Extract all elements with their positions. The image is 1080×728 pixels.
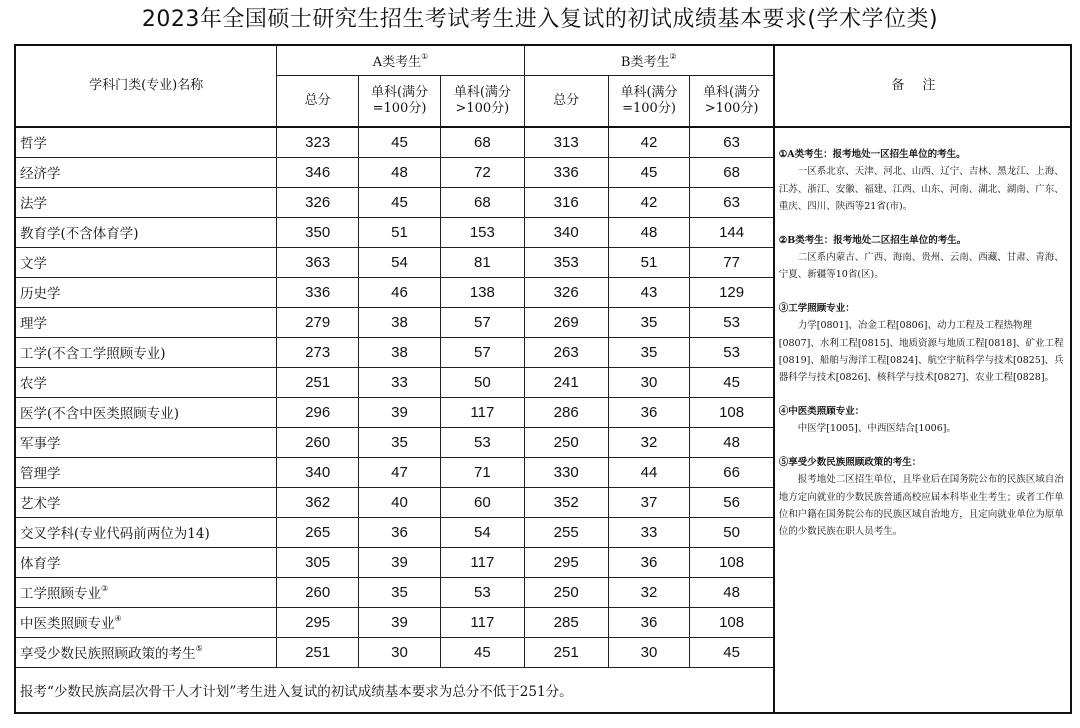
score-cell-b-s100: 32 bbox=[608, 427, 690, 457]
b-single-over100-header: 单科(满分>100分) bbox=[690, 75, 774, 127]
footnote: 报考“少数民族高层次骨干人才计划”考生进入复试的初试成绩基本要求为总分不低于251分。 bbox=[15, 667, 774, 713]
score-cell-a-sover: 153 bbox=[440, 217, 524, 247]
discipline-name: 法学 bbox=[15, 187, 277, 217]
score-cell-b-total: 326 bbox=[524, 277, 608, 307]
score-cell-b-total: 353 bbox=[524, 247, 608, 277]
score-cell-b-sover: 108 bbox=[690, 607, 774, 637]
remark-item bbox=[779, 300, 1066, 387]
discipline-name: 文学 bbox=[15, 247, 277, 277]
score-cell-a-total: 279 bbox=[277, 307, 359, 337]
score-cell-b-total: 316 bbox=[524, 187, 608, 217]
score-cell-b-s100: 35 bbox=[608, 307, 690, 337]
score-cell-a-total: 251 bbox=[277, 637, 359, 667]
score-cell-a-total: 260 bbox=[277, 427, 359, 457]
score-table-frame bbox=[14, 44, 1072, 724]
discipline-name: 交叉学科(专业代码前两位为14) bbox=[15, 517, 277, 547]
score-cell-a-total: 326 bbox=[277, 187, 359, 217]
score-cell-a-sover: 68 bbox=[440, 127, 524, 157]
score-cell-a-s100: 51 bbox=[359, 217, 441, 247]
score-cell-a-total: 251 bbox=[277, 367, 359, 397]
score-cell-a-s100: 46 bbox=[359, 277, 441, 307]
discipline-name: 医学(不含中医类照顾专业) bbox=[15, 397, 277, 427]
score-cell-b-total: 250 bbox=[524, 427, 608, 457]
discipline-header: 学科门类(专业)名称 bbox=[15, 45, 277, 127]
score-cell-a-s100: 39 bbox=[359, 607, 441, 637]
score-cell-a-sover: 50 bbox=[440, 367, 524, 397]
score-cell-b-total: 336 bbox=[524, 157, 608, 187]
remark-title: ④中医类照顾专业： bbox=[778, 405, 865, 417]
remark-item bbox=[779, 146, 1066, 216]
score-cell-a-sover: 138 bbox=[440, 277, 524, 307]
score-cell-a-total: 363 bbox=[277, 247, 359, 277]
score-cell-a-sover: 71 bbox=[440, 457, 524, 487]
score-cell-b-s100: 30 bbox=[608, 367, 690, 397]
score-cell-b-sover: 108 bbox=[690, 397, 774, 427]
remark-body: 一区系北京、天津、河北、山西、辽宁、吉林、黑龙江、上海、江苏、浙江、安徽、福建、江西、山东、河南、湖北、湖南、广东、重庆、四川、陕西等21省(市)。 bbox=[778, 166, 1064, 213]
remark-body: 中医学[1005]、中西医结合[1006]。 bbox=[797, 423, 956, 435]
score-cell-b-sover: 53 bbox=[690, 307, 774, 337]
score-cell-a-total: 305 bbox=[277, 547, 359, 577]
score-cell-b-s100: 51 bbox=[608, 247, 690, 277]
score-cell-a-sover: 68 bbox=[440, 187, 524, 217]
score-cell-a-sover: 117 bbox=[440, 547, 524, 577]
score-cell-a-sover: 53 bbox=[440, 427, 524, 457]
a-single-over100-header: 单科(满分>100分) bbox=[440, 75, 524, 127]
score-cell-a-sover: 57 bbox=[440, 337, 524, 367]
remark-item bbox=[779, 403, 1066, 438]
b-total-header: 总分 bbox=[524, 75, 608, 127]
score-cell-a-sover: 53 bbox=[440, 577, 524, 607]
group-b-header: B类考生② bbox=[524, 45, 773, 75]
score-cell-a-s100: 47 bbox=[359, 457, 441, 487]
score-cell-a-sover: 54 bbox=[440, 517, 524, 547]
score-cell-a-s100: 39 bbox=[359, 547, 441, 577]
discipline-name: 经济学 bbox=[15, 157, 277, 187]
score-cell-a-sover: 117 bbox=[440, 607, 524, 637]
score-cell-a-sover: 60 bbox=[440, 487, 524, 517]
remarks-cell bbox=[774, 127, 1071, 713]
a-single-100-header: 单科(满分=100分) bbox=[359, 75, 441, 127]
score-cell-b-sover: 68 bbox=[690, 157, 774, 187]
score-cell-a-s100: 35 bbox=[359, 427, 441, 457]
score-cell-b-sover: 50 bbox=[690, 517, 774, 547]
score-cell-a-s100: 30 bbox=[359, 637, 441, 667]
b-single-100-header: 单科(满分=100分) bbox=[608, 75, 690, 127]
table-row bbox=[15, 127, 1071, 157]
score-cell-a-total: 336 bbox=[277, 277, 359, 307]
remark-body: 力学[0801]、冶金工程[0806]、动力工程及工程热物理[0807]、水利工程[0815]、地质资源与地质工程[0818]、矿业工程[0819]、船舶与海洋工程[0824]、航空宇航科学与技术[0825]、兵器科学与技术[0826]、核科学与技术[0827]、农业工程[0828]。 bbox=[778, 320, 1064, 384]
score-cell-a-total: 265 bbox=[277, 517, 359, 547]
score-cell-a-sover: 72 bbox=[440, 157, 524, 187]
score-cell-b-s100: 37 bbox=[608, 487, 690, 517]
discipline-name: 享受少数民族照顾政策的考生⑤ bbox=[15, 637, 277, 667]
score-cell-b-sover: 48 bbox=[690, 427, 774, 457]
score-cell-b-total: 313 bbox=[524, 127, 608, 157]
remark-item bbox=[779, 454, 1066, 541]
score-cell-b-s100: 45 bbox=[608, 157, 690, 187]
score-cell-a-total: 362 bbox=[277, 487, 359, 517]
discipline-name: 工学照顾专业③ bbox=[15, 577, 277, 607]
score-cell-b-s100: 30 bbox=[608, 637, 690, 667]
score-cell-b-s100: 36 bbox=[608, 607, 690, 637]
score-cell-b-total: 295 bbox=[524, 547, 608, 577]
score-cell-b-sover: 108 bbox=[690, 547, 774, 577]
score-cell-a-s100: 54 bbox=[359, 247, 441, 277]
score-cell-b-s100: 33 bbox=[608, 517, 690, 547]
score-cell-a-total: 260 bbox=[277, 577, 359, 607]
score-cell-b-sover: 66 bbox=[690, 457, 774, 487]
score-cell-b-sover: 144 bbox=[690, 217, 774, 247]
remark-title: ①A类考生：报考地处一区招生单位的考生。 bbox=[778, 149, 966, 160]
score-cell-a-total: 340 bbox=[277, 457, 359, 487]
score-cell-b-sover: 48 bbox=[690, 577, 774, 607]
page-title: 2023年全国硕士研究生招生考试考生进入复试的初试成绩基本要求(学术学位类) bbox=[141, 7, 939, 32]
score-cell-b-total: 250 bbox=[524, 577, 608, 607]
score-cell-b-s100: 35 bbox=[608, 337, 690, 367]
discipline-name: 中医类照顾专业④ bbox=[15, 607, 277, 637]
score-cell-a-s100: 35 bbox=[359, 577, 441, 607]
score-cell-a-s100: 45 bbox=[359, 127, 441, 157]
score-cell-b-total: 269 bbox=[524, 307, 608, 337]
score-cell-a-s100: 39 bbox=[359, 397, 441, 427]
score-cell-a-total: 350 bbox=[277, 217, 359, 247]
discipline-name: 历史学 bbox=[15, 277, 277, 307]
score-table bbox=[14, 44, 1072, 714]
score-cell-b-s100: 48 bbox=[608, 217, 690, 247]
score-cell-b-total: 286 bbox=[524, 397, 608, 427]
score-cell-a-total: 323 bbox=[277, 127, 359, 157]
remark-title: ⑤享受少数民族照顾政策的考生： bbox=[778, 456, 922, 468]
score-cell-a-sover: 45 bbox=[440, 637, 524, 667]
score-rows bbox=[15, 127, 1071, 713]
remark-item bbox=[779, 232, 1066, 284]
score-cell-a-total: 295 bbox=[277, 607, 359, 637]
score-cell-b-total: 285 bbox=[524, 607, 608, 637]
discipline-name: 理学 bbox=[15, 307, 277, 337]
score-cell-b-sover: 77 bbox=[690, 247, 774, 277]
score-cell-b-sover: 45 bbox=[690, 637, 774, 667]
remark-title: ②B类考生：报考地处二区招生单位的考生。 bbox=[778, 234, 967, 246]
a-total-header: 总分 bbox=[277, 75, 359, 127]
discipline-name: 工学(不含工学照顾专业) bbox=[15, 337, 277, 367]
discipline-name: 体育学 bbox=[15, 547, 277, 577]
discipline-name: 教育学(不含体育学) bbox=[15, 217, 277, 247]
score-cell-b-sover: 56 bbox=[690, 487, 774, 517]
score-cell-b-total: 340 bbox=[524, 217, 608, 247]
score-cell-a-s100: 45 bbox=[359, 187, 441, 217]
score-cell-b-total: 263 bbox=[524, 337, 608, 367]
score-cell-b-sover: 63 bbox=[690, 127, 774, 157]
discipline-name: 哲学 bbox=[15, 127, 277, 157]
score-cell-b-s100: 32 bbox=[608, 577, 690, 607]
score-cell-b-s100: 36 bbox=[608, 547, 690, 577]
score-cell-b-s100: 43 bbox=[608, 277, 690, 307]
score-cell-b-sover: 45 bbox=[690, 367, 774, 397]
score-cell-b-total: 255 bbox=[524, 517, 608, 547]
score-cell-a-total: 346 bbox=[277, 157, 359, 187]
score-cell-b-total: 330 bbox=[524, 457, 608, 487]
score-cell-a-s100: 40 bbox=[359, 487, 441, 517]
discipline-name: 农学 bbox=[15, 367, 277, 397]
group-a-header: A类考生① bbox=[277, 45, 525, 75]
discipline-name: 艺术学 bbox=[15, 487, 277, 517]
score-cell-a-s100: 33 bbox=[359, 367, 441, 397]
score-cell-a-s100: 38 bbox=[359, 337, 441, 367]
score-cell-a-total: 296 bbox=[277, 397, 359, 427]
score-cell-a-s100: 36 bbox=[359, 517, 441, 547]
score-cell-a-sover: 57 bbox=[440, 307, 524, 337]
score-cell-a-sover: 81 bbox=[440, 247, 524, 277]
remark-title: ③工学照顾专业： bbox=[778, 302, 855, 314]
remark-body: 二区系内蒙古、广西、海南、贵州、云南、西藏、甘肃、青海、宁夏、新疆等10省(区)。 bbox=[778, 252, 1064, 281]
score-cell-b-sover: 53 bbox=[690, 337, 774, 367]
score-cell-b-sover: 63 bbox=[690, 187, 774, 217]
discipline-name: 管理学 bbox=[15, 457, 277, 487]
score-cell-b-s100: 42 bbox=[608, 127, 690, 157]
discipline-name: 军事学 bbox=[15, 427, 277, 457]
remark-body: 报考地处二区招生单位，且毕业后在国务院公布的民族区域自治地方定向就业的少数民族普通高校应届本科毕业生考生；或者工作单位和户籍在国务院公布的民族区域自治地方，且定向就业单位为原单位的少数民族在职人员考生。 bbox=[778, 474, 1064, 538]
remarks-header: 备注 bbox=[774, 45, 1071, 127]
score-cell-b-s100: 36 bbox=[608, 397, 690, 427]
score-cell-b-total: 251 bbox=[524, 637, 608, 667]
score-cell-b-total: 352 bbox=[524, 487, 608, 517]
score-cell-a-s100: 38 bbox=[359, 307, 441, 337]
score-cell-a-sover: 117 bbox=[440, 397, 524, 427]
score-cell-b-s100: 44 bbox=[608, 457, 690, 487]
score-cell-a-total: 273 bbox=[277, 337, 359, 367]
score-cell-b-sover: 129 bbox=[690, 277, 774, 307]
score-cell-b-total: 241 bbox=[524, 367, 608, 397]
score-cell-a-s100: 48 bbox=[359, 157, 441, 187]
score-cell-b-s100: 42 bbox=[608, 187, 690, 217]
